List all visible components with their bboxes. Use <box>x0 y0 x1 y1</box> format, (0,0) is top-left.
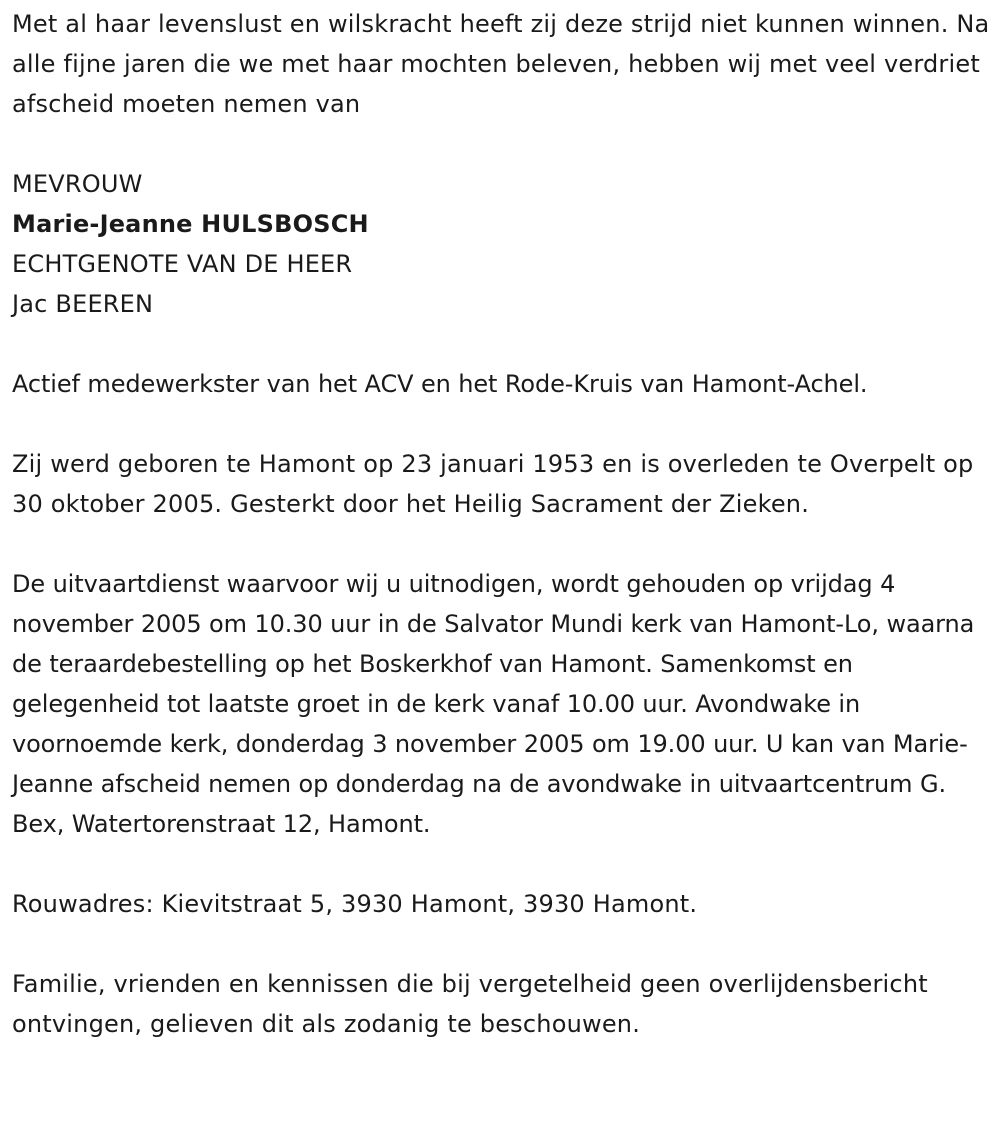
intro-paragraph: Met al haar levenslust en wilskracht heeft zij deze strijd niet kunnen winnen. Na alle fijne jaren die we met haar mochten beleven, hebben wij met veel verdriet afscheid moeten nemen van <box>12 10 990 118</box>
spacer <box>12 924 996 964</box>
address-paragraph: Rouwadres: Kievitstraat 5, 3930 Hamont, 3930 Hamont. <box>12 890 698 918</box>
spacer <box>12 524 996 564</box>
activity-paragraph: Actief medewerkster van het ACV en het Rode-Kruis van Hamont-Achel. <box>12 370 868 398</box>
spouse-label: ECHTGENOTE VAN DE HEER <box>12 250 353 278</box>
obituary-text <box>12 4 996 1044</box>
funeral-paragraph: De uitvaartdienst waarvoor wij u uitnodigen, wordt gehouden op vrijdag 4 november 2005 om 10.30 uur in de Salvator Mundi kerk van Hamont-Lo, waarna de teraardebestelling op het Boskerkhof van Hamont. Samenkomst en gelegenheid tot laatste groet in de kerk vanaf 10.00 uur. Avondwake in voornoemde kerk, donderdag 3 november 2005 om 19.00 uur. U kan van Marie-Jeanne afscheid nemen op donderdag na de avondwake in uitvaartcentrum G. Bex, Watertorenstraat 12, Hamont. <box>12 570 975 838</box>
title-prefix: MEVROUW <box>12 170 143 198</box>
birth-death-paragraph: Zij werd geboren te Hamont op 23 januari 1953 en is overleden te Overpelt op 30 oktober 2005. Gesterkt door het Heilig Sacrament der Zieken. <box>12 450 974 518</box>
spacer <box>12 324 996 364</box>
deceased-name: Marie-Jeanne HULSBOSCH <box>12 210 369 238</box>
spouse-name: Jac BEEREN <box>12 290 154 318</box>
spacer <box>12 404 996 444</box>
spacer <box>12 124 996 164</box>
spacer <box>12 844 996 884</box>
closing-paragraph: Familie, vrienden en kennissen die bij vergetelheid geen overlijdensbericht ontvingen, gelieven dit als zodanig te beschouwen. <box>12 970 928 1038</box>
